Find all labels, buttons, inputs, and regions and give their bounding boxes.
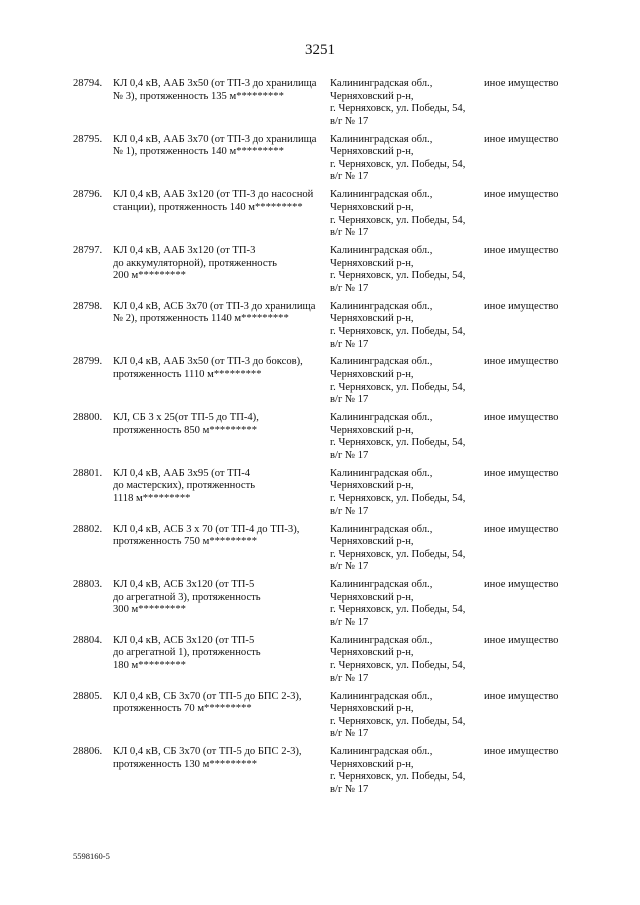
item-address: Калининградская обл., Черняховский р-н, г. Черняховск, ул. Победы, 54, в/г № 17 [330, 78, 466, 127]
item-number: 28804. [73, 634, 103, 646]
property-list [0, 78, 640, 802]
list-item [0, 579, 640, 635]
item-description: КЛ 0,4 кВ, ААБ 3x95 (от ТП-4 до мастерских), протяженность 1118 м********* [113, 467, 256, 504]
item-description: КЛ 0,4 кВ, АСБ 3x70 (от ТП-3 до хранилища № 2), протяженность 1140 м********* [113, 300, 316, 325]
item-type: иное имущество [484, 245, 559, 257]
list-item [0, 356, 640, 412]
item-type: иное имущество [484, 133, 559, 145]
item-description: КЛ 0,4 кВ, ААБ 3x50 (от ТП-3 до хранилища № 3), протяженность 135 м********* [113, 78, 317, 102]
item-type: иное имущество [484, 356, 559, 368]
item-address: Калининградская обл., Черняховский р-н, г. Черняховск, ул. Победы, 54, в/г № 17 [330, 467, 466, 517]
item-address: Калининградская обл., Черняховский р-н, г. Черняховск, ул. Победы, 54, в/г № 17 [330, 356, 466, 406]
list-item [0, 412, 640, 468]
item-type: иное имущество [484, 467, 559, 479]
item-description: КЛ 0,4 кВ, АСБ 3 х 70 (от ТП-4 до ТП-3), протяженность 750 м********* [113, 523, 300, 548]
item-type: иное имущество [484, 523, 559, 535]
list-item [0, 691, 640, 747]
item-address: Калининградская обл., Черняховский р-н, г. Черняховск, ул. Победы, 54, в/г № 17 [330, 412, 466, 461]
list-item [0, 78, 640, 134]
item-description: КЛ 0,4 кВ, ААБ 3x70 (от ТП-3 до хранилища № 1), протяженность 140 м********* [113, 133, 317, 158]
list-item [0, 134, 640, 190]
item-description: КЛ 0,4 кВ, СБ 3x70 (от ТП-5 до БПС 2-3), протяженность 130 м********* [113, 746, 302, 770]
list-item [0, 524, 640, 580]
item-description: КЛ 0,4 кВ, ААБ 3x120 (от ТП-3 до аккумуляторной), протяженность 200 м********* [113, 245, 278, 282]
document-code: 5598160-5 [73, 851, 110, 861]
item-number: 28801. [73, 467, 103, 479]
item-address: Калининградская обл., Черняховский р-н, г. Черняховск, ул. Победы, 54, в/г № 17 [330, 133, 466, 183]
item-description: КЛ 0,4 кВ, СБ 3x70 (от ТП-5 до БПС 2-3), протяженность 70 м********* [113, 690, 302, 715]
item-type: иное имущество [484, 690, 559, 702]
item-description: КЛ 0,4 кВ, ААБ 3x120 (от ТП-3 до насосной станции), протяженность 140 м********* [113, 189, 314, 213]
list-item [0, 189, 640, 245]
item-type: иное имущество [484, 78, 559, 89]
item-type: иное имущество [484, 189, 559, 201]
item-number: 28806. [73, 746, 103, 758]
item-number: 28797. [73, 245, 103, 257]
item-number: 28795. [73, 133, 103, 145]
list-item [0, 746, 640, 802]
list-item [0, 301, 640, 357]
item-description: КЛ 0,4 кВ, АСБ 3x120 (от ТП-5 до агрегатной 1), протяженность 180 м********* [113, 634, 261, 672]
item-type: иное имущество [484, 300, 559, 312]
list-item [0, 245, 640, 301]
item-number: 28805. [73, 690, 103, 702]
item-type: иное имущество [484, 412, 559, 424]
item-number: 28803. [73, 579, 103, 591]
page-number: 3251 [305, 42, 335, 58]
item-address: Калининградская обл., Черняховский р-н, г. Черняховск, ул. Победы, 54, в/г № 17 [330, 634, 466, 684]
item-description: КЛ, СБ 3 х 25(от ТП-5 до ТП-4), протяженность 850 м********* [113, 412, 259, 436]
item-number: 28799. [73, 356, 103, 368]
item-number: 28796. [73, 189, 103, 201]
list-item [0, 468, 640, 524]
item-address: Калининградская обл., Черняховский р-н, г. Черняховск, ул. Победы, 54, в/г № 17 [330, 189, 466, 239]
item-type: иное имущество [484, 579, 559, 591]
item-address: Калининградская обл., Черняховский р-н, г. Черняховск, ул. Победы, 54, в/г № 17 [330, 245, 466, 294]
item-type: иное имущество [484, 746, 559, 758]
item-number: 28800. [73, 412, 103, 424]
item-number: 28798. [73, 300, 103, 312]
item-address: Калининградская обл., Черняховский р-н, г. Черняховск, ул. Победы, 54, в/г № 17 [330, 746, 466, 796]
item-number: 28794. [73, 78, 103, 89]
item-address: Калининградская обл., Черняховский р-н, г. Черняховск, ул. Победы, 54, в/г № 17 [330, 300, 466, 350]
item-description: КЛ 0,4 кВ, ААБ 3x50 (от ТП-3 до боксов), протяженность 1110 м********* [113, 356, 303, 381]
list-item [0, 635, 640, 691]
item-type: иное имущество [484, 634, 559, 646]
item-address: Калининградская обл., Черняховский р-н, г. Черняховск, ул. Победы, 54, в/г № 17 [330, 523, 466, 573]
item-description: КЛ 0,4 кВ, АСБ 3x120 (от ТП-5 до агрегатной 3), протяженность 300 м********* [113, 579, 261, 616]
item-number: 28802. [73, 523, 103, 535]
item-address: Калининградская обл., Черняховский р-н, г. Черняховск, ул. Победы, 54, в/г № 17 [330, 579, 466, 628]
item-address: Калининградская обл., Черняховский р-н, г. Черняховск, ул. Победы, 54, в/г № 17 [330, 690, 466, 740]
